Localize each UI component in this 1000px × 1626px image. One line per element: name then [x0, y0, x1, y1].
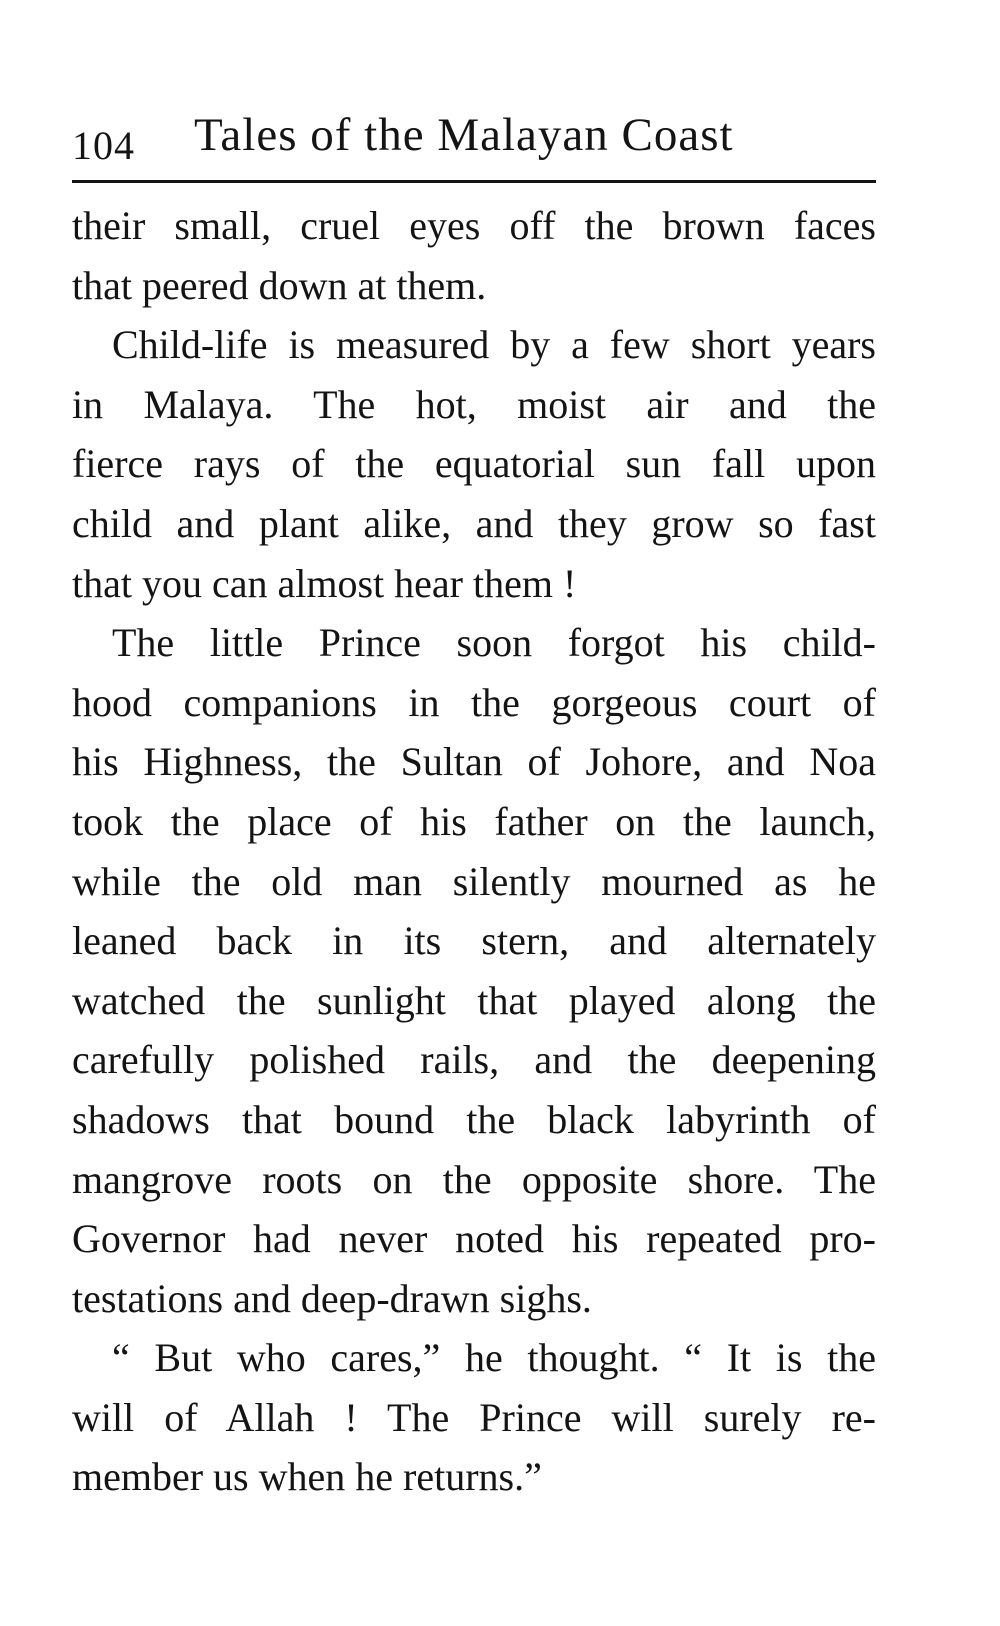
text-line: while the old man silently mourned as he — [72, 858, 876, 904]
body-text — [72, 196, 876, 1507]
page-number: 104 — [72, 123, 135, 168]
text-line: carefully polished rails, and the deepening — [72, 1037, 876, 1083]
text-line: watched the sunlight that played along the — [72, 977, 876, 1023]
text-line: that you can almost hear them ! — [72, 560, 577, 606]
text-line: The little Prince soon forgot his child- — [112, 620, 876, 666]
text-line: Child-life is measured by a few short years — [112, 322, 876, 368]
text-line: mangrove roots on the opposite shore. The — [72, 1156, 876, 1202]
text-line: fierce rays of the equatorial sun fall upon — [72, 441, 876, 487]
text-line: shadows that bound the black labyrinth of — [72, 1096, 876, 1142]
running-title: Tales of the Malayan Coast — [194, 109, 734, 161]
text-line: hood companions in the gorgeous court of — [72, 679, 876, 725]
text-line: their small, cruel eyes off the brown faces — [72, 203, 876, 248]
text-line: child and plant alike, and they grow so fast — [72, 500, 876, 546]
text-line: Governor had never noted his repeated pro- — [72, 1216, 876, 1262]
text-line: leaned back in its stern, and alternately — [72, 918, 876, 964]
text-line: in Malaya. The hot, moist air and the — [72, 381, 876, 427]
text-line: testations and deep-drawn sighs. — [72, 1275, 592, 1321]
text-line: will of Allah ! The Prince will surely re- — [72, 1394, 876, 1440]
text-line: took the place of his father on the launch, — [72, 798, 876, 844]
running-header — [72, 108, 876, 168]
text-line: “ But who cares,” he thought. “ It is the — [112, 1335, 876, 1381]
text-line: his Highness, the Sultan of Johore, and Noa — [72, 739, 876, 785]
header-rule — [72, 180, 876, 183]
text-line: that peered down at them. — [72, 262, 487, 308]
text-line: member us when he returns.” — [72, 1454, 542, 1500]
